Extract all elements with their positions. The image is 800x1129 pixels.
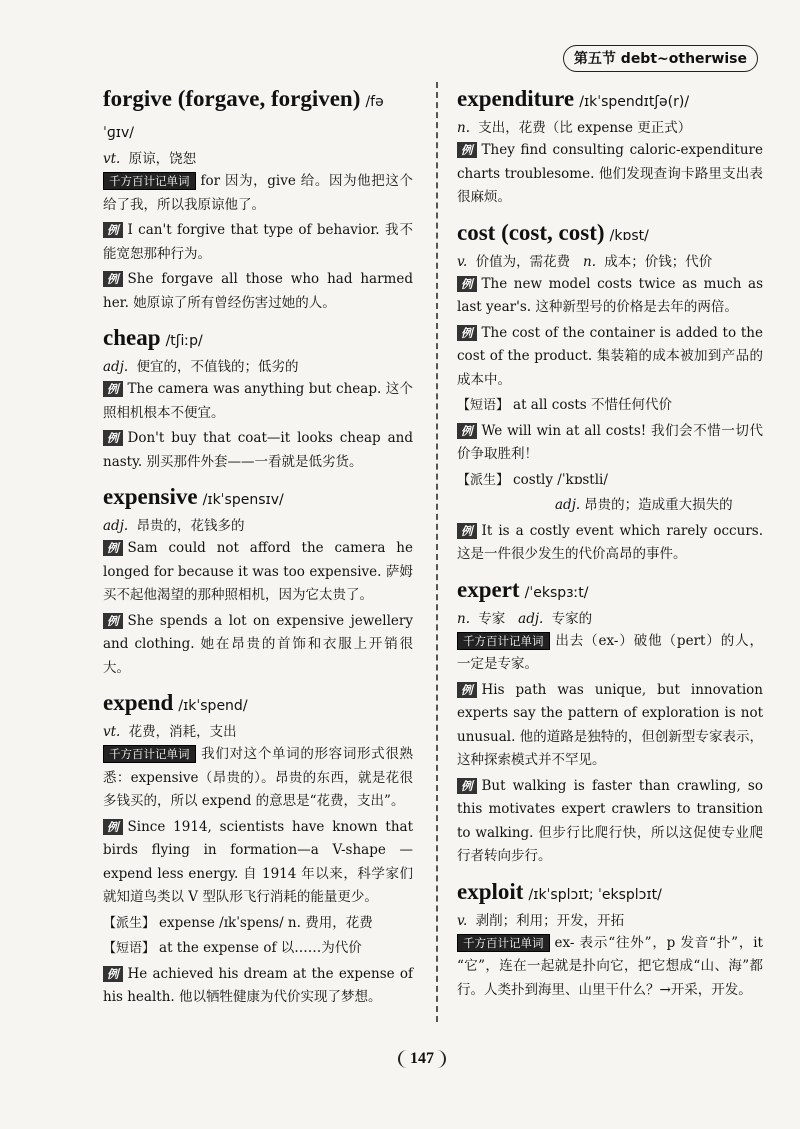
part-of-speech: adj. xyxy=(103,518,129,534)
entry-expend xyxy=(103,688,413,1010)
example-tag: 例 xyxy=(457,142,477,158)
example: 例 Since 1914, scientists have known that birds flying in formation—a V-shape —expend less energy. 自 1914 年以来，科学家们就知道鸟类以 V 型队形飞行消耗的能量更少。 xyxy=(103,818,413,905)
example: 例 But walking is faster than crawling, so this motivates expert crawlers to transition to walking. 但步行比爬行快，所以这促使专业爬行者转向步行。 xyxy=(457,777,763,864)
definition: 原谅，饶恕 xyxy=(128,151,197,167)
headword: expensive xyxy=(103,484,198,509)
entry-expert xyxy=(457,575,763,869)
entry-cost xyxy=(457,218,763,567)
phonetic: /ɪkˈspend/ xyxy=(178,698,248,714)
memory-tag: 千方百计记单词 xyxy=(457,934,550,952)
memory-tag: 千方百计记单词 xyxy=(103,745,196,763)
derivative: 【派生】 costly /ˈkɒstli/ xyxy=(457,471,608,488)
example-tag: 例 xyxy=(103,222,123,238)
example-tag: 例 xyxy=(457,423,477,439)
phonetic: /kɒst/ xyxy=(609,227,649,244)
entry-forgive xyxy=(103,84,413,315)
phonetic: /ˈekspɜːt/ xyxy=(524,584,589,601)
memory-tip: 千方百计记单词 for 因为，give 给。因为他把这个给了我，所以我原谅他了。 xyxy=(103,173,413,213)
definition: 价值为，需花费 xyxy=(475,253,571,270)
phonetic: /ɪkˈsplɔɪt; ˈeksplɔɪt/ xyxy=(528,886,662,903)
headword: expend xyxy=(103,690,174,715)
memory-tip: 千方百计记单词 我们对这个单词的形容词形式很熟悉：expensive（昂贵的）。昂贵的东西，就是花很多钱买的，所以 expend 的意思是“花费，支出”。 xyxy=(103,746,413,809)
phrase-label: 【短语】 xyxy=(457,398,510,413)
example-tag: 例 xyxy=(103,819,123,835)
part-of-speech: v. xyxy=(457,912,468,929)
memory-tip: 千方百计记单词 ex- 表示“往外”，p 发音“扑”，it “它”，连在一起就是扑向它，把它想成“山、海”都行。人类扑到海里、山里干什么？→开采，开发。 xyxy=(457,934,763,998)
phonetic: /ɪkˈspensɪv/ xyxy=(202,492,284,508)
left-column xyxy=(103,84,413,1018)
definition: 剥削；利用；开发，开拓 xyxy=(475,912,625,929)
entry-exploit xyxy=(457,877,763,1003)
part-of-speech: adj. xyxy=(555,497,581,513)
part-of-speech: n. xyxy=(457,120,470,136)
phonetic: /fəˈɡɪv/ xyxy=(103,94,384,141)
section-badge: 第五节 debt~otherwise xyxy=(563,45,758,72)
example-tag: 例 xyxy=(103,540,123,556)
example: 例 It is a costly event which rarely occurs. 这是一件很少发生的代价高昂的事件。 xyxy=(457,522,763,562)
headword: expert xyxy=(457,576,520,602)
headword: expenditure xyxy=(457,86,575,111)
part-of-speech: adj. xyxy=(103,359,129,375)
definition: 成本；价钱；代价 xyxy=(604,253,713,270)
phrase-label: 【短语】 xyxy=(103,941,156,956)
part-of-speech: n. xyxy=(583,253,596,270)
definition: 昂贵的，花钱多的 xyxy=(136,518,245,534)
phonetic: /ɪkˈspendɪtʃə(r)/ xyxy=(579,94,690,110)
entry-expenditure xyxy=(457,84,763,210)
example: 例 The cost of the container is added to the cost of the product. 集装箱的成本被加到产品的成本中。 xyxy=(457,324,763,388)
definition: 花费，消耗，支出 xyxy=(128,724,237,740)
right-column xyxy=(457,84,763,1010)
memory-tag: 千方百计记单词 xyxy=(457,632,550,650)
page-number: 147 xyxy=(398,1050,446,1068)
example-tag: 例 xyxy=(457,682,477,698)
example: 例 His path was unique, but innovation experts say the pattern of exploration is not unusual. 他的道路是独特的，但创新型专家表示，这种探索模式并不罕见。 xyxy=(457,681,763,768)
phrase: 【短语】 at the expense of 以……为代价 xyxy=(103,940,362,956)
definition: 专家 xyxy=(478,610,506,627)
derivative-label: 【派生】 xyxy=(457,472,510,488)
example: 例 She spends a lot on expensive jewellery and clothing. 她在昂贵的首饰和衣服上开销很大。 xyxy=(103,612,413,676)
memory-tip: 千方百计记单词 出去（ex-）破他（pert）的人，一定是专家。 xyxy=(457,632,763,672)
derivative-definition: adj. 昂贵的；造成重大损失的 xyxy=(555,497,733,513)
example-tag: 例 xyxy=(457,325,477,341)
example: 例 He achieved his dream at the expense of his health. 他以牺牲健康为代价实现了梦想。 xyxy=(103,965,413,1005)
entry-expensive xyxy=(103,482,413,680)
phonetic: /tʃiːp/ xyxy=(165,333,203,349)
memory-tag: 千方百计记单词 xyxy=(103,172,196,190)
headword: cheap xyxy=(103,325,161,350)
part-of-speech: vt. xyxy=(103,724,121,740)
phrase: 【短语】 at all costs 不惜任何代价 xyxy=(457,397,673,413)
example-tag: 例 xyxy=(457,276,477,292)
part-of-speech: v. xyxy=(457,253,468,270)
example-tag: 例 xyxy=(103,613,123,629)
example: 例 We will win at all costs! 我们会不惜一切代价争取胜利！ xyxy=(457,422,763,462)
example: 例 Don't buy that coat—it looks cheap and nasty. 别买那件外套——一看就是低劣货。 xyxy=(103,430,413,470)
example: 例 Sam could not afford the camera he longed for because it was too expensive. 萨姆买不起他渴望的那种照相机，因为它太贵了。 xyxy=(103,540,413,603)
example-tag: 例 xyxy=(103,381,123,397)
headword: exploit xyxy=(457,878,524,904)
example-tag: 例 xyxy=(103,430,123,446)
entry-cheap xyxy=(103,323,413,474)
example-tag: 例 xyxy=(103,271,123,287)
example-tag: 例 xyxy=(103,966,123,982)
example: 例 The camera was anything but cheap. 这个照相机根本不便宜。 xyxy=(103,381,413,421)
column-divider xyxy=(436,82,438,1022)
definition: 专家的 xyxy=(551,610,593,627)
example: 例 The new model costs twice as much as last year's. 这种新型号的价格是去年的两倍。 xyxy=(457,275,763,315)
example-tag: 例 xyxy=(457,523,477,539)
part-of-speech: n. xyxy=(457,610,470,627)
definition: 便宜的，不值钱的；低劣的 xyxy=(136,359,299,375)
example: 例 She forgave all those who had harmed her. 她原谅了所有曾经伤害过她的人。 xyxy=(103,271,413,311)
definition: 支出，花费（比 expense 更正式） xyxy=(478,120,692,136)
derivative-label: 【派生】 xyxy=(103,915,156,931)
derivative: 【派生】 expense /ɪkˈspens/ n. 费用，花费 xyxy=(103,914,373,931)
headword: cost (cost, cost) xyxy=(457,219,605,245)
headword: forgive (forgave, forgiven) xyxy=(103,86,361,111)
part-of-speech: vt. xyxy=(103,151,121,167)
example: 例 I can't forgive that type of behavior. 我不能宽恕那种行为。 xyxy=(103,222,413,262)
example: 例 They find consulting caloric-expenditure charts troublesome. 他们发现查询卡路里支出表很麻烦。 xyxy=(457,142,763,205)
part-of-speech: adj. xyxy=(518,610,544,627)
example-tag: 例 xyxy=(457,778,477,794)
